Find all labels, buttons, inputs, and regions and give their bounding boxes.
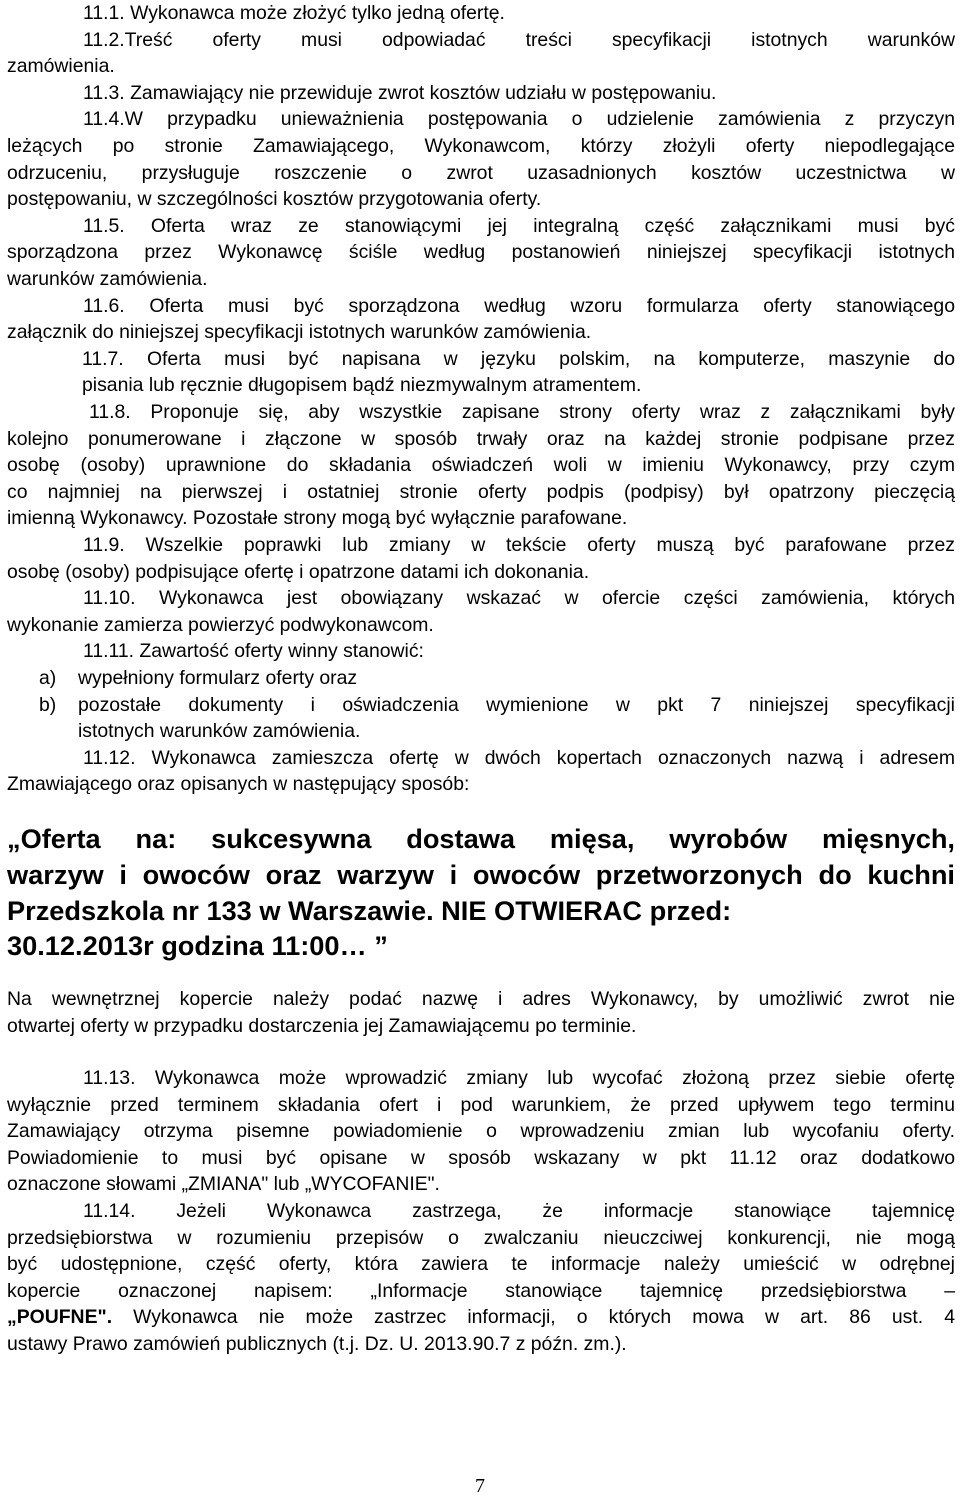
envelope-line: 30.12.2013r godzina 11:00… ” [7,930,388,962]
paragraph-line: 11.3. Zamawiający nie przewiduje zwrot kosztów udziału w postępowaniu. [83,81,717,104]
paragraph-line: Na wewnętrznej kopercie należy podać nazwę i adres Wykonawcy, by umożliwić zwrot nie [7,988,955,1010]
paragraph-line-rest: Wykonawca nie może zastrzec informacji, o których mowa w art. 86 ust. 4 [112,1306,955,1329]
section-11-12 [7,745,955,798]
paragraph-line: 11.5. Oferta wraz ze stanowiącymi jej integralną część załącznikami musi być [83,214,955,237]
section-11-7 [7,346,955,399]
paragraph-line: zamówienia. [7,55,115,78]
poufne-label: „POUFNE". [7,1306,113,1329]
paragraph-line: załącznik do niniejszej specyfikacji istotnych warunków zamówienia. [7,321,592,344]
paragraph-line: 11.13. Wykonawca może wprowadzić zmiany lub wycofać złożoną przez siebie ofertę [83,1067,955,1089]
paragraph-line: kolejno ponumerowane i złączone w sposób trwały oraz na każdej stronie podpisane przez [7,427,955,450]
list-item-text [78,692,955,745]
section-11-13 [7,1065,955,1198]
paragraph-line: wyłącznie przed terminem składania ofert i pod warunkiem, że przed upływem tego terminu [7,1093,955,1116]
paragraph-line [7,1304,955,1331]
section-11-11 [7,638,955,744]
list-item-text: wypełniony formularz oferty oraz [78,666,358,689]
section-11-3 [7,80,955,107]
envelope-label [7,821,955,964]
section-11-1 [7,0,955,27]
section-11-8 [7,399,955,532]
list-marker: a) [39,666,57,689]
page-number: 7 [475,1475,485,1497]
paragraph-line: odrzuceniu, przysługuje roszczenie o zwrot uzasadnionych kosztów uczestnictwa w [7,161,955,184]
envelope-line: Przedszkola nr 133 w Warszawie. NIE OTWIERAC przed: [7,894,732,926]
paragraph-line: 11.12. Wykonawca zamieszcza ofertę w dwóch kopertach oznaczonych nazwą i adresem [83,746,955,769]
paragraph-line: być udostępnione, część oferty, która zawiera te informacje należy umieścić w odrębnej [7,1253,955,1276]
section-11-14 [7,1198,955,1358]
section-11-4 [7,106,955,212]
envelope-line: warzyw i owoców oraz warzyw i owoców przetworzonych do kuchni [7,858,955,890]
paragraph-line: oznaczone słowami „ZMIANA" lub „WYCOFANIE". [7,1173,440,1196]
paragraph-line: 11.11. Zawartość oferty winny stanowić: [83,640,424,663]
paragraph-line: osobę (osoby) uprawnione do składania oświadczeń woli w imieniu Wykonawcy, przy czym [7,454,955,477]
paragraph-line: otwartej oferty w przypadku dostarczenia jej Zamawiającemu po terminie. [7,1014,637,1037]
paragraph-line: 11.4.W przypadku unieważnienia postępowania o udzielenie zamówienia z przyczyn [83,108,955,131]
paragraph-line: warunków zamówienia. [7,267,208,290]
paragraph-line: postępowaniu, w szczególności kosztów przygotowania oferty. [7,188,542,211]
section-11-9 [7,532,955,585]
paragraph-line: sporządzona przez Wykonawcę ściśle według postanowień niniejszej specyfikacji istotnych [7,241,955,264]
paragraph-line: kopercie oznaczonej napisem: „Informacje stanowiące tajemnicę przedsiębiorstwa – [7,1279,955,1302]
paragraph-line: 11.1. Wykonawca może złożyć tylko jedną ofertę. [83,2,505,24]
section-11-5 [7,213,955,293]
paragraph-line: Zmawiającego oraz opisanych w następujący sposób: [7,773,470,796]
paragraph-line: pozostałe dokumenty i oświadczenia wymienione w pkt 7 niniejszej specyfikacji [78,693,955,716]
paragraph-line: Powiadomienie to musi być opisane w sposób wskazany w pkt 11.12 oraz dodatkowo [7,1146,955,1169]
paragraph-line: 11.7. Oferta musi być napisana w języku polskim, na komputerze, maszynie do [82,347,955,370]
inner-envelope-note [7,986,955,1039]
section-11-6 [7,293,955,346]
paragraph-line: 11.6. Oferta musi być sporządzona według wzoru formularza oferty stanowiącego [83,294,955,317]
paragraph-line: ustawy Prawo zamówień publicznych (t.j. Dz. U. 2013.90.7 z późn. zm.). [7,1332,627,1355]
paragraph-line: 11.8. Proponuje się, aby wszystkie zapisane strony oferty wraz z załącznikami były [89,401,955,423]
list-item [7,665,955,692]
section-11-2 [7,27,955,80]
paragraph-line: istotnych warunków zamówienia. [78,720,361,743]
paragraph-line: wykonanie zamierza powierzyć podwykonawcom. [7,613,434,636]
section-11-10 [7,585,955,638]
paragraph-line: Zamawiający otrzyma pisemne powiadomienie o wprowadzeniu zmian lub wycofaniu oferty. [7,1120,955,1143]
list-item [7,692,955,745]
envelope-line: „Oferta na: sukcesywna dostawa mięsa, wyrobów mięsnych, [7,823,955,854]
paragraph-line: imienną Wykonawcy. Pozostałe strony mogą być wyłącznie parafowane. [7,507,628,530]
paragraph-line: 11.2.Treść oferty musi odpowiadać treści specyfikacji istotnych warunków [83,28,955,51]
paragraph-line: pisania lub ręcznie długopisem bądź niezmywalnym atramentem. [82,374,642,397]
paragraph-line: 11.14. Jeżeli Wykonawca zastrzega, że informacje stanowiące tajemnicę [83,1200,955,1222]
paragraph-line: 11.9. Wszelkie poprawki lub zmiany w tekście oferty muszą być parafowane przez [83,534,955,556]
paragraph-line: przedsiębiorstwa w rozumieniu przepisów o zwalczaniu nieuczciwej konkurencji, nie mogą [7,1226,955,1249]
paragraph-line: leżących po stronie Zamawiającego, Wykonawcom, którzy złożyli oferty niepodlegające [7,134,955,157]
paragraph-line: 11.10. Wykonawca jest obowiązany wskazać w ofercie części zamówienia, których [83,587,955,610]
list-marker: b) [39,693,57,716]
paragraph-line: co najmniej na pierwszej i ostatniej stronie oferty podpis (podpisy) był opatrzony pieczęcią [7,480,955,503]
paragraph-line: osobę (osoby) podpisujące ofertę i opatrzone datami ich dokonania. [7,560,590,583]
